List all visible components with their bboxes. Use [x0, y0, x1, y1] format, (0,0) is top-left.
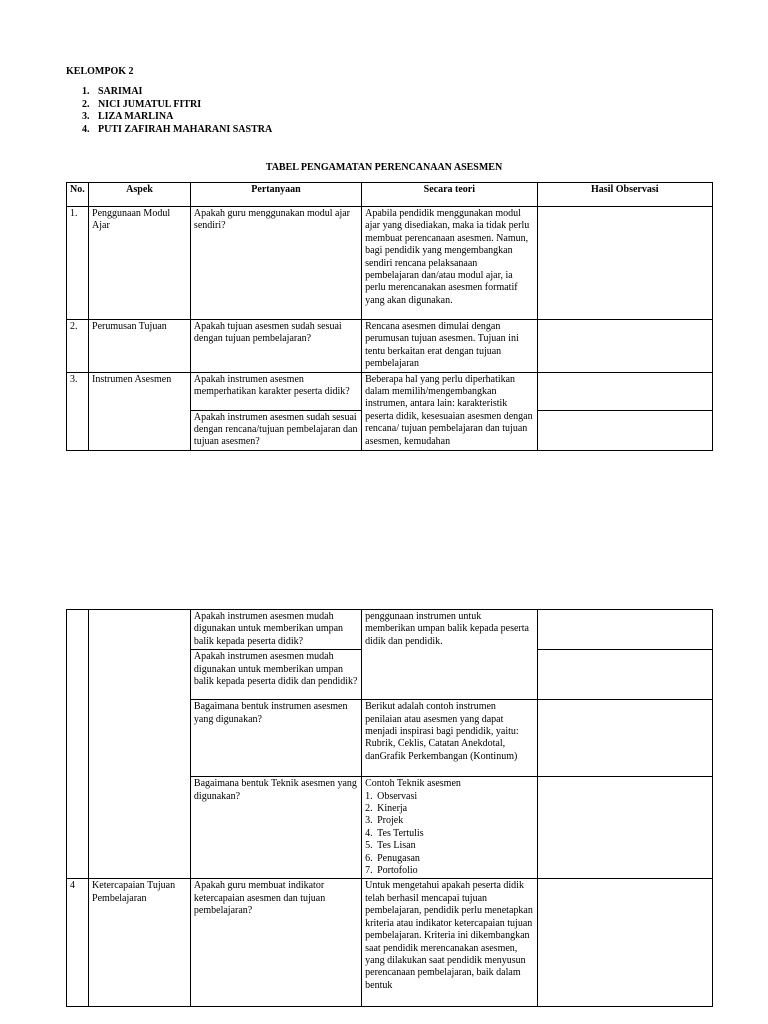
header-observasi: Hasil Observasi	[537, 183, 712, 207]
table-row	[67, 879, 713, 1007]
table-row	[67, 610, 713, 650]
cell-teori: Rencana asesmen dimulai dengan perumusan tujuan asesmen. Tujuan ini tentu berkaitan erat dengan tujuan pembelajaran	[362, 320, 537, 373]
cell-pertanyaan: Apakah instrumen asesmen mudah digunakan untuk memberikan umpan balik kepada peserta didik?	[190, 610, 361, 650]
cell-no: 1.	[67, 207, 89, 320]
cell-pertanyaan: Bagaimana bentuk Teknik asesmen yang digunakan?	[190, 777, 361, 879]
cell-aspek: Instrumen Asesmen	[89, 372, 191, 450]
header-pertanyaan: Pertanyaan	[190, 183, 361, 207]
table-header-row	[67, 183, 713, 207]
table-row	[67, 372, 713, 410]
header-aspek: Aspek	[89, 183, 191, 207]
cell-pertanyaan: Apakah tujuan asesmen sudah sesuai dengan tujuan pembelajaran?	[190, 320, 361, 373]
cell-aspek: Perumusan Tujuan	[89, 320, 191, 373]
member-item: 4. PUTI ZAFIRAH MAHARANI SASTRA	[82, 123, 273, 135]
list-item: 4. Tes Tertulis	[365, 827, 424, 839]
cell-no	[67, 610, 89, 879]
cell-teori: Beberapa hal yang perlu diperhatikan dalam memilih/mengembangkan instrumen, antara lain: karakteristik peserta didik, kesesuaian asesmen dengan rencana/ tujuan pembelajaran dan tujuan asesmen, kemudahan	[362, 372, 537, 450]
cell-aspek: Ketercapaian Tujuan Pembelajaran	[89, 879, 191, 1007]
list-item: 7. Portofolio	[365, 865, 418, 877]
list-item: 2. Kinerja	[365, 803, 408, 815]
cell-observasi	[537, 320, 712, 373]
table-row	[67, 320, 713, 373]
header-no: No.	[67, 183, 89, 207]
list-item: 1. Observasi	[365, 790, 418, 802]
member-item: 2. NICI JUMATUL FITRI	[82, 98, 202, 110]
cell-teori: penggunaan instrumen untuk memberikan umpan balik kepada peserta didik dan pendidik.	[362, 610, 537, 700]
cell-observasi	[537, 879, 712, 1007]
table-row	[67, 207, 713, 320]
cell-aspek: Penggunaan Modul Ajar	[89, 207, 191, 320]
observation-table-page2	[66, 609, 713, 1007]
table-title: TABEL PENGAMATAN PERENCANAAN ASESMEN	[265, 162, 503, 173]
member-list	[82, 86, 272, 136]
cell-teori: Berikut adalah contoh instrumen penilaian atau asesmen yang dapat menjadi inspirasi bagi pendidik, yaitu: Rubrik, Ceklis, Catatan Anekdotal, danGrafik Perkembangan (Kontinum)	[362, 700, 537, 777]
teknik-intro: Contoh Teknik asesmen	[365, 778, 461, 790]
list-item: 3. Projek	[365, 815, 404, 827]
cell-observasi	[537, 610, 712, 650]
cell-teori	[362, 777, 537, 879]
cell-pertanyaan: Apakah guru menggunakan modul ajar sendiri?	[190, 207, 361, 320]
cell-teori: Untuk mengetahui apakah peserta didik telah berhasil mencapai tujuan pembelajaran, pendidik perlu menetapkan kriteria atau indikator ketercapaian tujuan pembelajaran. Kriteria ini dikembangkan saat pendidik merencanakan asesmen, yang dilakukan saat pendidik menyusun perencanaan pembelajaran, baik dalam bentuk	[362, 879, 537, 1007]
cell-pertanyaan: Apakah instrumen asesmen mudah digunakan untuk memberikan umpan balik kepada peserta didik dan pendidik?	[190, 650, 361, 700]
header-teori: Secara teori	[362, 183, 537, 207]
teknik-list	[365, 791, 533, 878]
member-item: 3. LIZA MARLINA	[82, 111, 174, 122]
group-title: KELOMPOK 2	[66, 66, 134, 77]
cell-pertanyaan: Apakah guru membuat indikator ketercapaian asesmen dan tujuan pembelajaran?	[190, 879, 361, 1007]
cell-no: 4	[67, 879, 89, 1007]
cell-pertanyaan: Bagaimana bentuk instrumen asesmen yang digunakan?	[190, 700, 361, 777]
list-item: 6. Penugasan	[365, 852, 420, 864]
list-item: 5. Tes Lisan	[365, 840, 416, 852]
cell-observasi	[537, 410, 712, 450]
cell-pertanyaan: Apakah instrumen asesmen memperhatikan karakter peserta didik?	[190, 372, 361, 410]
member-item: 1. SARIMAI	[82, 86, 143, 97]
cell-observasi	[537, 207, 712, 320]
cell-aspek	[89, 610, 191, 879]
cell-pertanyaan: Apakah instrumen asesmen sudah sesuai dengan rencana/tujuan pembelajaran dan tujuan asesmen?	[190, 410, 361, 450]
cell-no: 3.	[67, 372, 89, 450]
cell-teori: Apabila pendidik menggunakan modul ajar yang disediakan, maka ia tidak perlu membuat perencanaan asesmen. Namun, bagi pendidik yang mengembangkan sendiri rencana pelaksanaan pembelajaran dan/atau modul ajar, ia perlu merencanakan asesmen formatif yang akan digunakan.	[362, 207, 537, 320]
cell-observasi	[537, 372, 712, 410]
cell-observasi	[537, 650, 712, 700]
cell-no: 2.	[67, 320, 89, 373]
cell-observasi	[537, 700, 712, 777]
observation-table-page1	[66, 182, 713, 451]
cell-observasi	[537, 777, 712, 879]
